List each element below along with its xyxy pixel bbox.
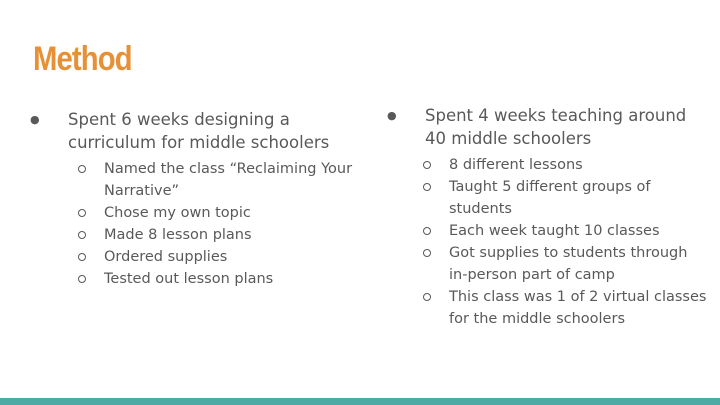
- list-item: Chose my own topic: [78, 202, 360, 224]
- right-sub-list: [423, 154, 707, 330]
- hollow-bullet-icon: [78, 165, 86, 173]
- slide-title: Method: [33, 40, 132, 78]
- right-main-text: Spent 4 weeks teaching around 40 middle schoolers: [425, 106, 687, 148]
- right-column: [387, 104, 707, 330]
- right-main-bullet: [387, 104, 707, 150]
- list-item: Each week taught 10 classes: [423, 220, 707, 242]
- hollow-bullet-icon: [78, 253, 86, 261]
- hollow-bullet-icon: [78, 275, 86, 283]
- hollow-bullet-icon: [423, 183, 431, 191]
- hollow-bullet-icon: [423, 249, 431, 257]
- list-item: 8 different lessons: [423, 154, 707, 176]
- hollow-bullet-icon: [78, 209, 86, 217]
- hollow-bullet-icon: [423, 161, 431, 169]
- list-item: Named the class “Reclaiming Your Narrative”: [78, 158, 360, 202]
- left-sub-list: [78, 158, 360, 290]
- hollow-bullet-icon: [423, 227, 431, 235]
- hollow-bullet-icon: [78, 231, 86, 239]
- bullet-dot-icon: ●: [387, 109, 397, 122]
- list-item: Taught 5 different groups of students: [423, 176, 707, 220]
- hollow-bullet-icon: [423, 293, 431, 301]
- list-item: Got supplies to students through in-person part of camp: [423, 242, 707, 286]
- left-column: [30, 108, 360, 290]
- footer-accent-bar: [0, 398, 720, 405]
- left-main-text: Spent 6 weeks designing a curriculum for middle schoolers: [68, 110, 330, 152]
- list-item: This class was 1 of 2 virtual classes for the middle schoolers: [423, 286, 707, 330]
- list-item: Made 8 lesson plans: [78, 224, 360, 246]
- left-main-bullet: [30, 108, 360, 154]
- bullet-dot-icon: ●: [30, 113, 40, 126]
- list-item: Tested out lesson plans: [78, 268, 360, 290]
- list-item: Ordered supplies: [78, 246, 360, 268]
